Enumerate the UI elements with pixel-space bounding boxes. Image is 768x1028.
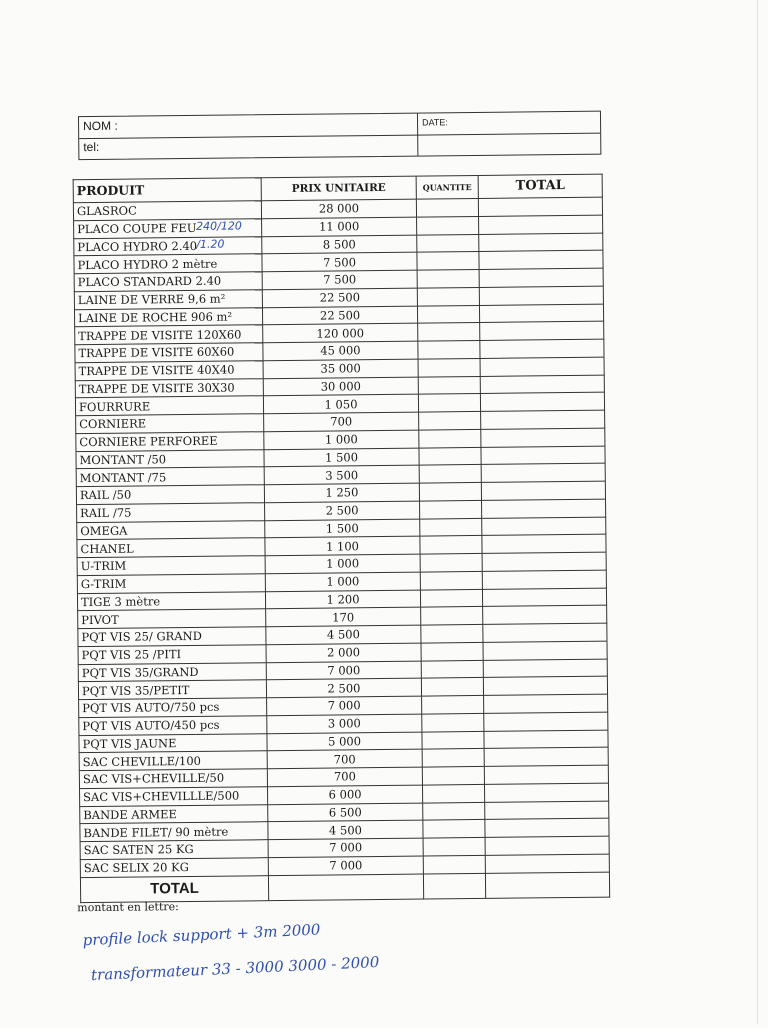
total-label: TOTAL xyxy=(80,875,268,902)
product-name-cell xyxy=(77,573,265,593)
product-name: RAIL /75 xyxy=(80,505,132,521)
unit-price-cell: 7 500 xyxy=(262,270,417,289)
quantity-cell xyxy=(417,305,479,323)
unit-price-cell: 1 050 xyxy=(263,394,418,413)
quantity-cell xyxy=(417,287,479,305)
line-total-cell xyxy=(479,286,603,305)
product-name-cell xyxy=(77,538,265,558)
line-total-cell xyxy=(480,375,604,394)
line-total-cell xyxy=(481,446,605,465)
product-name: MONTANT /50 xyxy=(79,452,167,468)
quantity-cell xyxy=(422,695,484,713)
product-name-cell xyxy=(75,325,263,345)
product-name-cell xyxy=(80,857,268,877)
total-amount-cell xyxy=(485,872,609,898)
product-name-cell xyxy=(77,556,265,576)
line-total-cell xyxy=(482,534,606,553)
unit-price-cell: 1 500 xyxy=(264,448,419,467)
line-total-cell xyxy=(479,215,603,234)
quantity-cell xyxy=(417,216,479,234)
unit-price-cell: 2 500 xyxy=(266,678,421,697)
product-name: MONTANT /75 xyxy=(79,469,167,485)
product-name-cell xyxy=(75,360,263,380)
quantity-cell xyxy=(421,624,483,642)
unit-price-cell: 11 000 xyxy=(262,217,417,236)
quantity-cell xyxy=(423,802,485,820)
quantity-cell xyxy=(422,784,484,802)
quantity-cell xyxy=(418,358,480,376)
unit-price-cell: 22 500 xyxy=(263,306,418,325)
product-name: TRAPPE DE VISITE 60X60 xyxy=(78,344,235,361)
product-name: PIVOT xyxy=(81,612,119,627)
date-label: DATE: xyxy=(421,117,448,128)
product-name-cell xyxy=(74,218,262,238)
unit-price-cell: 7 000 xyxy=(268,838,423,857)
line-total-cell xyxy=(482,588,606,607)
product-name: TRAPPE DE VISITE 40X40 xyxy=(78,362,235,379)
quantity-cell xyxy=(419,465,481,483)
product-name-cell xyxy=(79,715,267,735)
line-total-cell xyxy=(479,233,603,252)
unit-price-cell: 30 000 xyxy=(263,377,418,396)
unit-price-cell: 3 500 xyxy=(264,465,419,484)
line-total-cell xyxy=(480,339,604,358)
product-name: SAC VIS+CHEVILLLE/500 xyxy=(83,788,240,805)
unit-price-cell: 700 xyxy=(267,749,422,768)
handwritten-size-note: 240/120 xyxy=(196,219,242,233)
product-name-cell xyxy=(80,822,268,842)
quantity-cell xyxy=(418,394,480,412)
line-total-cell xyxy=(483,623,607,642)
line-total-cell xyxy=(483,659,607,678)
unit-price-cell: 1 200 xyxy=(265,590,420,609)
product-name-cell xyxy=(73,201,261,221)
quantity-cell xyxy=(420,536,482,554)
product-name-cell xyxy=(74,236,262,256)
product-name: SAC SATEN 25 KG xyxy=(83,842,194,858)
quantity-cell xyxy=(416,198,478,216)
unit-price-cell: 2 500 xyxy=(265,501,420,520)
line-total-cell xyxy=(481,499,605,518)
quantity-cell xyxy=(419,411,481,429)
quantity-cell xyxy=(419,447,481,465)
line-total-cell xyxy=(484,765,608,784)
header-quantite: QUANTITE xyxy=(416,175,478,199)
line-total-cell xyxy=(482,517,606,536)
line-total-cell xyxy=(485,801,609,820)
product-name-cell xyxy=(76,431,264,451)
unit-price-cell: 1 000 xyxy=(265,572,420,591)
product-name-cell xyxy=(77,520,265,540)
unit-price-cell: 5 000 xyxy=(267,732,422,751)
line-total-cell xyxy=(481,410,605,429)
quantity-cell xyxy=(417,269,479,287)
unit-price-cell: 2 000 xyxy=(266,643,421,662)
quantity-cell xyxy=(423,837,485,855)
product-name: TIGE 3 mètre xyxy=(80,594,161,610)
tel-row xyxy=(79,133,600,160)
product-name-cell xyxy=(76,485,264,505)
product-name: OMEGA xyxy=(80,523,128,539)
product-name: PQT VIS JAUNE xyxy=(82,736,177,752)
handwritten-note-line-2: transformateur 33 - 3000 3000 - 2000 xyxy=(90,953,380,985)
line-total-cell xyxy=(481,463,605,482)
quantity-cell xyxy=(418,376,480,394)
product-name: G-TRIM xyxy=(80,576,127,592)
product-name-cell xyxy=(80,804,268,824)
product-name-cell xyxy=(78,680,266,700)
line-total-cell xyxy=(484,783,608,802)
quantity-cell xyxy=(422,749,484,767)
unit-price-cell: 45 000 xyxy=(263,341,418,360)
product-name: GLASROC xyxy=(76,203,137,219)
quantity-cell xyxy=(421,660,483,678)
product-name-cell xyxy=(74,272,262,292)
quantity-cell xyxy=(420,518,482,536)
quantity-cell xyxy=(420,500,482,518)
product-name-cell xyxy=(75,378,263,398)
product-name-cell xyxy=(75,396,263,416)
unit-price-cell: 1 250 xyxy=(264,483,419,502)
unit-price-cell: 7 500 xyxy=(262,252,417,271)
product-rows xyxy=(73,197,609,877)
line-total-cell xyxy=(485,818,609,837)
product-name: U-TRIM xyxy=(80,559,127,574)
total-qty-cell xyxy=(423,873,485,899)
unit-price-cell: 4 500 xyxy=(266,625,421,644)
product-name-cell xyxy=(76,449,264,469)
quantity-cell xyxy=(423,820,485,838)
line-total-cell xyxy=(480,392,604,411)
product-name: PLACO STANDARD 2.40 xyxy=(77,274,222,290)
product-name: SAC SELIX 20 KG xyxy=(83,860,189,876)
line-total-cell xyxy=(479,268,603,287)
unit-price-cell: 8 500 xyxy=(262,235,417,254)
unit-price-cell: 1 500 xyxy=(265,519,420,538)
tel-label: tel: xyxy=(83,139,100,155)
product-name-cell xyxy=(77,502,265,522)
product-name: LAINE DE ROCHE 906 m² xyxy=(78,309,233,326)
product-name-cell xyxy=(79,769,267,789)
product-name: PQT VIS 35/PETIT xyxy=(81,682,190,698)
product-name: PQT VIS AUTO/750 pcs xyxy=(82,700,220,716)
unit-price-cell: 7 000 xyxy=(267,696,422,715)
product-name: TRAPPE DE VISITE 30X30 xyxy=(78,380,235,397)
product-name: CHANEL xyxy=(80,541,134,556)
line-total-cell xyxy=(479,304,603,323)
product-name-cell xyxy=(78,609,266,629)
product-name-cell xyxy=(80,840,268,860)
line-total-cell xyxy=(484,712,608,731)
line-total-cell xyxy=(482,552,606,571)
quantity-cell xyxy=(423,855,485,873)
line-total-cell xyxy=(482,570,606,589)
product-name: LAINE DE VERRE 9,6 m² xyxy=(77,291,226,308)
quantity-cell xyxy=(420,571,482,589)
line-total-cell xyxy=(484,747,608,766)
product-name-cell xyxy=(78,662,266,682)
unit-price-cell: 28 000 xyxy=(261,199,416,218)
total-price-cell xyxy=(268,874,423,901)
product-name-cell xyxy=(76,414,264,434)
product-name-cell xyxy=(78,644,266,664)
product-name: PLACO HYDRO 2 mètre xyxy=(77,256,218,272)
customer-info-box xyxy=(78,111,601,160)
unit-price-cell: 170 xyxy=(266,607,421,626)
product-name-cell xyxy=(74,254,262,274)
quantity-cell xyxy=(418,340,480,358)
product-name: PLACO COUPE FEU xyxy=(77,221,197,237)
quantity-cell xyxy=(417,234,479,252)
unit-price-cell: 1 000 xyxy=(264,430,419,449)
quantity-cell xyxy=(421,642,483,660)
header-produit: PRODUIT xyxy=(73,178,261,203)
product-name-cell xyxy=(80,786,268,806)
unit-price-cell: 22 500 xyxy=(262,288,417,307)
unit-price-cell: 3 000 xyxy=(267,714,422,733)
product-name: PQT VIS 25 /PITI xyxy=(81,647,182,663)
line-total-cell xyxy=(483,605,607,624)
quantity-cell xyxy=(421,678,483,696)
product-name-cell xyxy=(79,733,267,753)
unit-price-cell: 6 500 xyxy=(268,803,423,822)
product-name-cell xyxy=(74,307,262,327)
header-prix-unitaire: PRIX UNITAIRE xyxy=(261,176,416,201)
line-total-cell xyxy=(480,357,604,376)
unit-price-cell: 700 xyxy=(264,412,419,431)
line-total-cell xyxy=(484,694,608,713)
unit-price-cell: 120 000 xyxy=(263,323,418,342)
product-name: PQT VIS 35/GRAND xyxy=(81,664,199,681)
line-total-cell xyxy=(485,836,609,855)
product-name-cell xyxy=(75,343,263,363)
unit-price-cell: 4 500 xyxy=(268,820,423,839)
product-name-cell xyxy=(74,289,262,309)
product-name: PQT VIS AUTO/450 pcs xyxy=(82,717,220,734)
product-name: PQT VIS 25/ GRAND xyxy=(81,629,202,645)
quantity-cell xyxy=(422,731,484,749)
product-name-cell xyxy=(77,591,265,611)
product-name: CORNIERE PERFOREE xyxy=(79,433,218,450)
scan-edge xyxy=(757,0,758,1024)
line-total-cell xyxy=(485,854,609,873)
product-name-cell xyxy=(78,627,266,647)
handwritten-note-line-1: profile lock support + 3m 2000 xyxy=(82,920,321,950)
product-price-table xyxy=(73,174,611,903)
product-name: TRAPPE DE VISITE 120X60 xyxy=(78,327,242,343)
line-total-cell xyxy=(480,321,604,340)
quantity-cell xyxy=(419,429,481,447)
quantity-cell xyxy=(421,607,483,625)
quantity-cell xyxy=(418,323,480,341)
unit-price-cell: 1 000 xyxy=(265,554,420,573)
line-total-cell xyxy=(481,428,605,447)
unit-price-cell: 7 000 xyxy=(268,856,423,875)
product-name: SAC VIS+CHEVILLE/50 xyxy=(82,771,225,787)
unit-price-cell: 1 100 xyxy=(265,536,420,555)
nom-label: NOM : xyxy=(82,118,118,134)
product-name: FOURRURE xyxy=(78,399,151,414)
quantity-cell xyxy=(419,482,481,500)
montant-en-lettre-label: montant en lettre: xyxy=(77,900,179,915)
quantity-cell xyxy=(420,553,482,571)
handwritten-size-note: /1.20 xyxy=(196,237,225,251)
product-name: BANDE FILET/ 90 mètre xyxy=(83,824,229,840)
quantity-cell xyxy=(422,766,484,784)
line-total-cell xyxy=(484,730,608,749)
product-name: CORNIERE xyxy=(79,416,147,432)
unit-price-cell: 7 000 xyxy=(266,661,421,680)
product-name: BANDE ARMEE xyxy=(83,807,177,822)
quantity-cell xyxy=(420,589,482,607)
product-name-cell xyxy=(79,751,267,771)
header-total: TOTAL xyxy=(478,174,602,198)
product-name-cell xyxy=(79,698,267,718)
line-total-cell xyxy=(478,197,602,216)
quantity-cell xyxy=(422,713,484,731)
product-name-cell xyxy=(76,467,264,487)
line-total-cell xyxy=(483,676,607,695)
quantity-cell xyxy=(417,252,479,270)
unit-price-cell: 700 xyxy=(267,767,422,786)
unit-price-cell: 35 000 xyxy=(263,359,418,378)
product-name: RAIL /50 xyxy=(79,487,132,503)
line-total-cell xyxy=(479,250,603,269)
unit-price-cell: 6 000 xyxy=(268,785,423,804)
line-total-cell xyxy=(481,481,605,500)
line-total-cell xyxy=(483,641,607,660)
product-name: PLACO HYDRO 2.40 xyxy=(77,238,198,255)
product-name: SAC CHEVILLE/100 xyxy=(82,753,201,769)
